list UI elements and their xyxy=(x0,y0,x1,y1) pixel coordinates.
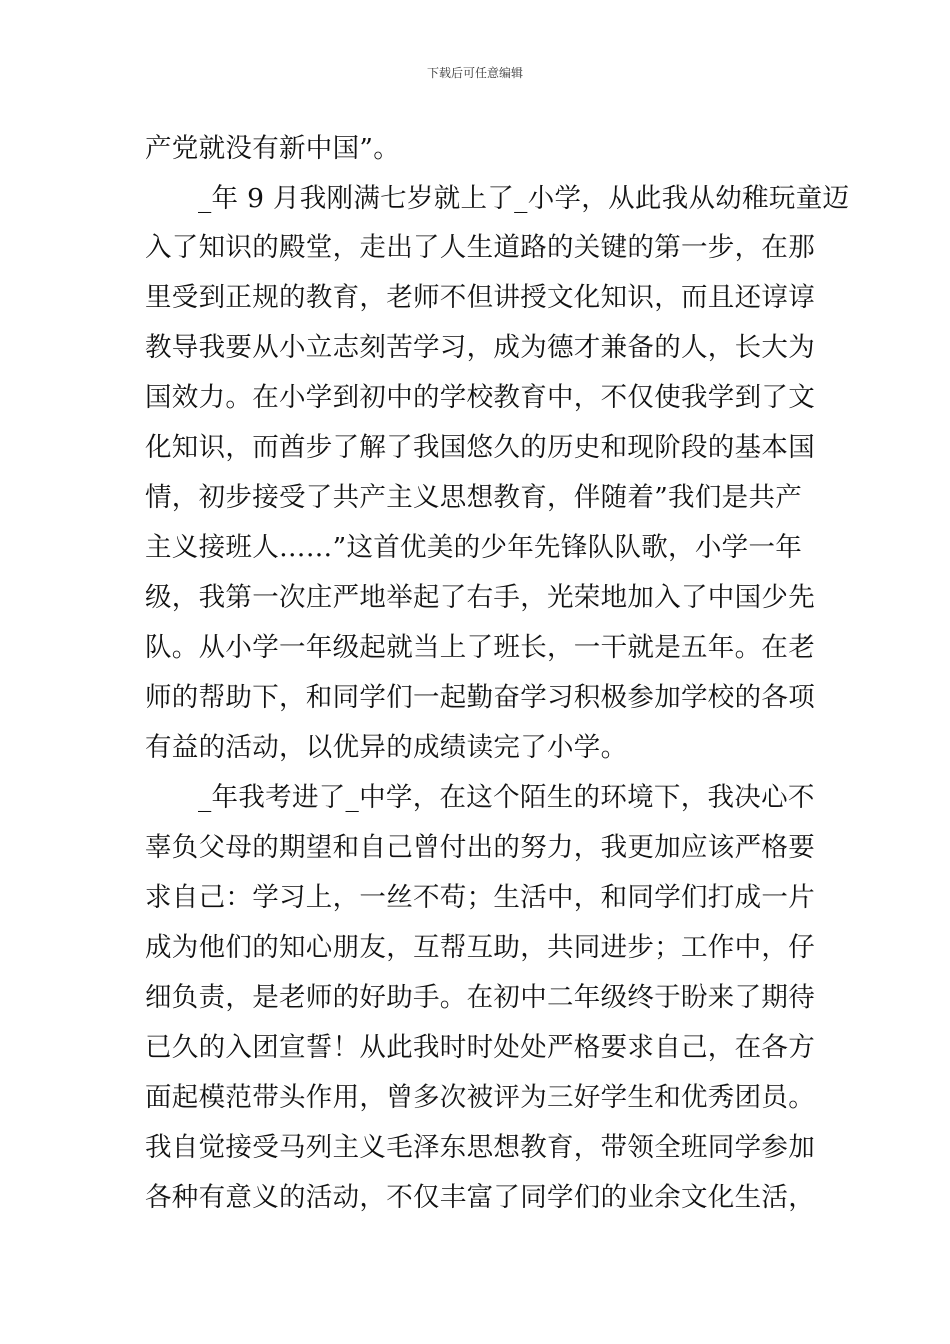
text-line: 里受到正规的教育，老师不但讲授文化知识，而且还谆谆 xyxy=(145,282,815,313)
text-line: 队。从小学一年级起就当上了班长，一干就是五年。在老 xyxy=(145,632,815,663)
text-line: 面起模范带头作用，曾多次被评为三好学生和优秀团员。 xyxy=(145,1082,815,1113)
text-line: 成为他们的知心朋友，互帮互助，共同进步；工作中，仔 xyxy=(145,932,815,963)
text-line: 情，初步接受了共产主义思想教育，伴随着”我们是共产 xyxy=(145,482,803,513)
text-line: 求自己：学习上，一丝不苟；生活中，和同学们打成一片 xyxy=(145,882,815,913)
text-line: 产党就没有新中国”。 xyxy=(145,133,401,164)
text-line: 细负责，是老师的好助手。在初中二年级终于盼来了期待 xyxy=(145,982,815,1013)
text-line: 我自觉接受马列主义毛泽东思想教育，带领全班同学参加 xyxy=(145,1132,815,1163)
text-line: 有益的活动，以优异的成绩读完了小学。 xyxy=(145,732,628,763)
text-line: 入了知识的殿堂，走出了人生道路的关键的第一步，在那 xyxy=(145,232,815,263)
paragraph-first-line: _年我考进了_中学，在这个陌生的环境下，我决心不 xyxy=(198,782,815,813)
text-line: 师的帮助下，和同学们一起勤奋学习积极参加学校的各项 xyxy=(145,682,815,713)
text-line: 已久的入团宣誓！从此我时时处处严格要求自己，在各方 xyxy=(145,1032,815,1063)
text-line: 各种有意义的活动，不仅丰富了同学们的业余文化生活， xyxy=(145,1182,815,1213)
text-line: 级，我第一次庄严地举起了右手，光荣地加入了中国少先 xyxy=(145,582,815,613)
text-line: 主义接班人……”这首优美的少年先锋队队歌，小学一年 xyxy=(145,532,803,563)
text-line: 辜负父母的期望和自己曾付出的努力，我更加应该严格要 xyxy=(145,832,815,863)
header-note: 下载后可任意编辑 xyxy=(426,66,523,80)
text-line: 化知识，而酋步了解了我国悠久的历史和现阶段的基本国 xyxy=(145,432,815,463)
text-line: 教导我要从小立志刻苦学习，成为德才兼备的人，长大为 xyxy=(145,332,815,363)
text-line: 国效力。在小学到初中的学校教育中，不仅使我学到了文 xyxy=(145,382,815,413)
paragraph-first-line: _年 9 月我刚满七岁就上了_小学，从此我从幼稚玩童迈 xyxy=(198,183,850,214)
